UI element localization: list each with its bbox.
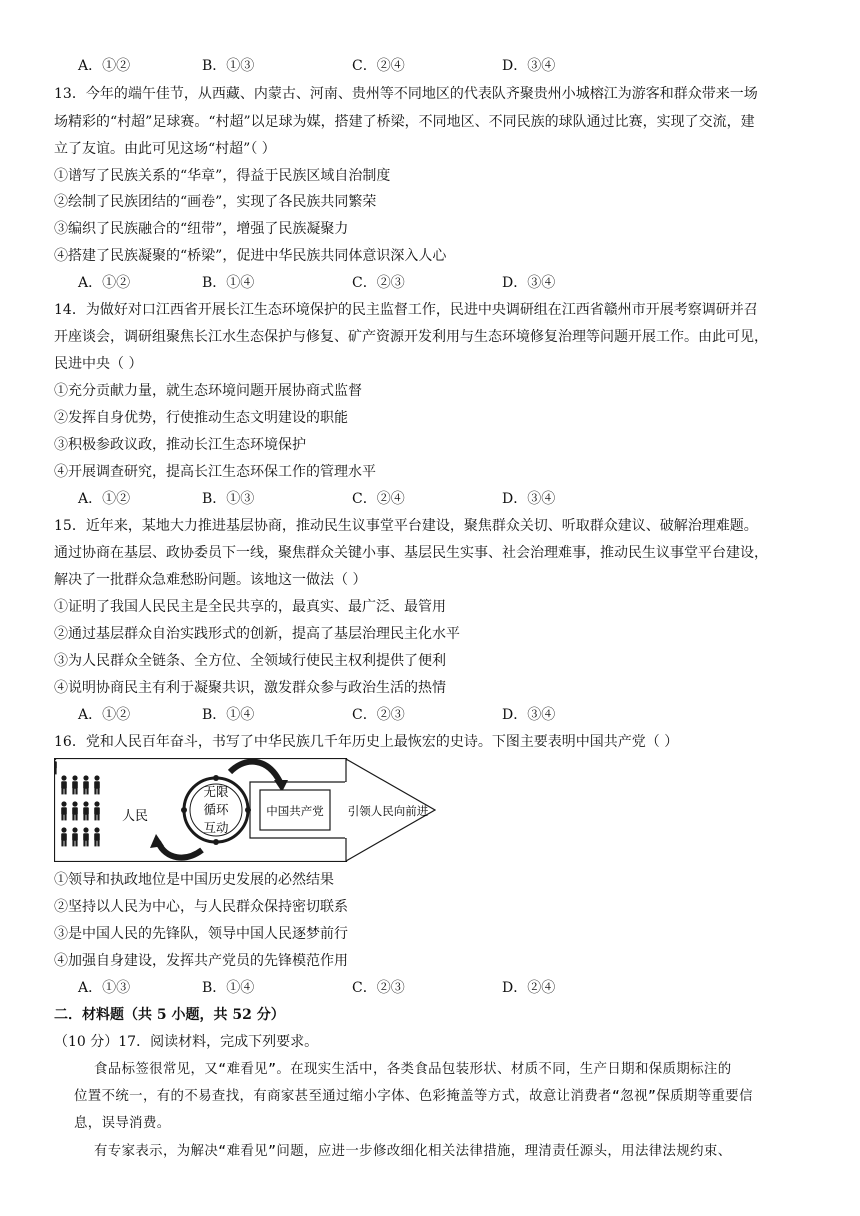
q15-item-3: ③为人民群众全链条、全方位、全领域行使民主权利提供了便利 (54, 653, 446, 669)
cycle-line-2: 循环 (203, 802, 229, 817)
curved-arrow-top (230, 762, 280, 782)
option-a[interactable]: A．①② (78, 491, 131, 507)
q14-item-4: ④开展调查研究，提高长江生态环保工作的管理水平 (54, 464, 376, 480)
q17-material-line-4: 有专家表示，为解决“难看见”问题，应进一步修改细化相关法律措施，理清责任源头，用法律法规约束、 (94, 1144, 732, 1159)
option-b[interactable]: B．①③ (202, 58, 255, 74)
q13-stem-line-1: 13．今年的端午佳节，从西藏、内蒙古、河南、贵州等不同地区的代表队齐聚贵州小城榕江为游客和群众带来一场 (54, 86, 758, 102)
q13-item-1: ①谱写了民族关系的“华章”，得益于民族区域自治制度 (54, 168, 391, 184)
q16-item-2: ②坚持以人民为中心，与人民群众保持密切联系 (54, 899, 348, 915)
q13-stem-line-2: 场精彩的“村超”足球赛。“村超”以足球为媒，搭建了桥梁，不同地区、不同民族的球队通过比赛，实现了交流，建 (54, 114, 755, 130)
q16-item-4: ④加强自身建设，发挥共产党员的先锋模范作用 (54, 953, 348, 969)
party-people-diagram (54, 758, 436, 862)
q15-stem-line-2: 通过协商在基层、政协委员下一线，聚焦群众关键小事、基层民生实事、社会治理难事，推动民生议事堂平台建设， (54, 545, 768, 561)
q17-material-line-3: 息，误导消费。 (74, 1116, 171, 1131)
q15-stem-line-1: 15．近年来，某地大力推进基层协商，推动民生议事堂平台建设，聚焦群众关切、听取群众建议、破解治理难题。 (54, 518, 758, 534)
q13-stem-line-3: 立了友谊。由此可见这场“村超”（ ） (54, 141, 276, 157)
q15-item-2: ②通过基层群众自治实践形式的创新，提高了基层治理民主化水平 (54, 626, 460, 642)
q14-item-2: ②发挥自身优势，行使推动生态文明建设的职能 (54, 410, 348, 426)
q15-item-4: ④说明协商民主有利于凝聚共识，激发群众参与政治生活的热情 (54, 680, 446, 696)
option-c[interactable]: C．②④ (352, 58, 405, 74)
option-d[interactable]: D．③④ (502, 491, 556, 507)
q13-item-3: ③编织了民族融合的“纽带”，增强了民族凝聚力 (54, 221, 349, 237)
option-b[interactable]: B．①④ (202, 275, 255, 291)
option-c[interactable]: C．②③ (352, 980, 405, 996)
q17-material-line-2: 位置不统一，有的不易查找，有商家甚至通过缩小字体、色彩掩盖等方式，故意让消费者“忽视”保质期等重要信 (74, 1089, 753, 1104)
q13-item-2: ②绘制了民族团结的“画卷”，实现了各民族共同繁荣 (54, 194, 377, 210)
option-d[interactable]: D．③④ (502, 707, 556, 723)
people-icon-group (54, 758, 100, 846)
arrow-label: 引领人民向前进 (347, 804, 429, 818)
option-a[interactable]: A．①② (78, 707, 131, 723)
option-a[interactable]: A．①② (78, 58, 131, 74)
option-c[interactable]: C．②④ (352, 491, 405, 507)
q15-stem-line-3: 解决了一批群众急难愁盼问题。该地这一做法（ ） (54, 572, 367, 588)
q17-intro: （10 分）17．阅读材料，完成下列要求。 (54, 1034, 319, 1050)
party-label: 中国共产党 (266, 804, 324, 818)
option-d[interactable]: D．③④ (502, 58, 556, 74)
people-label: 人民 (122, 809, 149, 824)
q14-item-3: ③积极参政议政，推动长江生态环境保护 (54, 437, 306, 453)
option-a[interactable]: A．①② (78, 275, 131, 291)
cycle-line-1: 无限 (203, 784, 229, 799)
q16-item-3: ③是中国人民的先锋队，领导中国人民逐梦前行 (54, 926, 348, 942)
q14-stem-line-1: 14．为做好对口江西省开展长江生态环境保护的民主监督工作，民进中央调研组在江西省赣州市开展考察调研并召 (54, 302, 758, 318)
option-b[interactable]: B．①④ (202, 707, 255, 723)
q14-item-1: ①充分贡献力量，就生态环境问题开展协商式监督 (54, 383, 362, 399)
option-a[interactable]: A．①③ (78, 980, 131, 996)
option-c[interactable]: C．②③ (352, 707, 405, 723)
option-d[interactable]: D．③④ (502, 275, 556, 291)
q14-stem-line-3: 民进中央（ ） (54, 356, 143, 372)
q14-stem-line-2: 开座谈会，调研组聚焦长江水生态保护与修复、矿产资源开发利用与生态环境修复治理等问题开展工作。由此可见， (54, 329, 768, 345)
option-b[interactable]: B．①④ (202, 980, 255, 996)
q16-stem-line-1: 16．党和人民百年奋斗，书写了中华民族几千年历史上最恢宏的史诗。下图主要表明中国共产党（ ） (54, 734, 679, 750)
q17-material-line-1: 食品标签很常见，又“难看见”。在现实生活中，各类食品包装形状、材质不同，生产日期和保质期标注的 (94, 1062, 732, 1077)
q13-item-4: ④搭建了民族凝聚的“桥梁”，促进中华民族共同体意识深入人心 (54, 248, 447, 264)
option-c[interactable]: C．②③ (352, 275, 405, 291)
option-d[interactable]: D．②④ (502, 980, 556, 996)
q16-item-1: ①领导和执政地位是中国历史发展的必然结果 (54, 872, 334, 888)
section-heading: 二．材料题（共 5 小题，共 52 分） (54, 1007, 285, 1023)
q15-item-1: ①证明了我国人民民主是全民共享的，最真实、最广泛、最管用 (54, 599, 446, 615)
curved-arrow-bottom (158, 842, 202, 858)
option-b[interactable]: B．①③ (202, 491, 255, 507)
cycle-line-3: 互动 (203, 820, 229, 835)
